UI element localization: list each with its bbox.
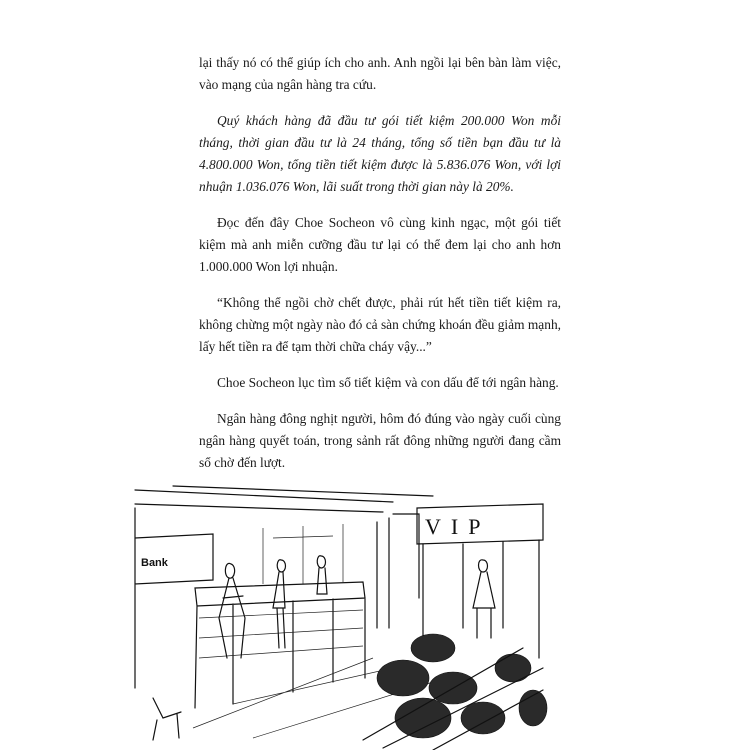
vip-sign: VIP	[425, 514, 491, 539]
paragraph-2-quote: Quý khách hàng đã đầu tư gói tiết kiệm 200.000 Won mỗi tháng, thời gian đầu tư là 24 tháng, tổng số tiền bạn đầu tư là 4.800.000 Won, tổng tiền tiết kiệm được là 5.836.076 Won, với lợi nhuận 1.036.076 Won, lãi suất trong thời gian này là 20%.	[199, 113, 561, 194]
paragraph-1: lại thấy nó có thể giúp ích cho anh. Anh ngồi lại bên bàn làm việc, vào mạng của ngân hàng tra cứu.	[199, 55, 561, 92]
bank-lobby-illustration	[133, 468, 551, 750]
paragraph-6: Ngân hàng đông nghịt người, hôm đó đúng vào ngày cuối cùng ngân hàng quyết toán, trong sảnh rất đông những người đang cầm sổ chờ đến lượt.	[199, 411, 561, 470]
bank-lobby-sketch	[133, 468, 551, 750]
paragraph-5: Choe Socheon lục tìm sổ tiết kiệm và con dấu để tới ngân hàng.	[217, 375, 559, 390]
paragraph-4: “Không thể ngồi chờ chết được, phải rút hết tiền tiết kiệm ra, không chừng một ngày nào đó cả sàn chứng khoán đều giảm mạnh, lấy hết tiền ra để tạm thời chữa cháy vậy...”	[199, 295, 561, 354]
bank-sign: Bank	[141, 557, 168, 569]
body-text	[199, 52, 561, 488]
paragraph-3: Đọc đến đây Choe Socheon vô cùng kinh ngạc, một gói tiết kiệm mà anh miễn cưỡng đầu tư lại có thể đem lại cho anh hơn 1.000.000 Won lợi nhuận.	[199, 215, 561, 274]
